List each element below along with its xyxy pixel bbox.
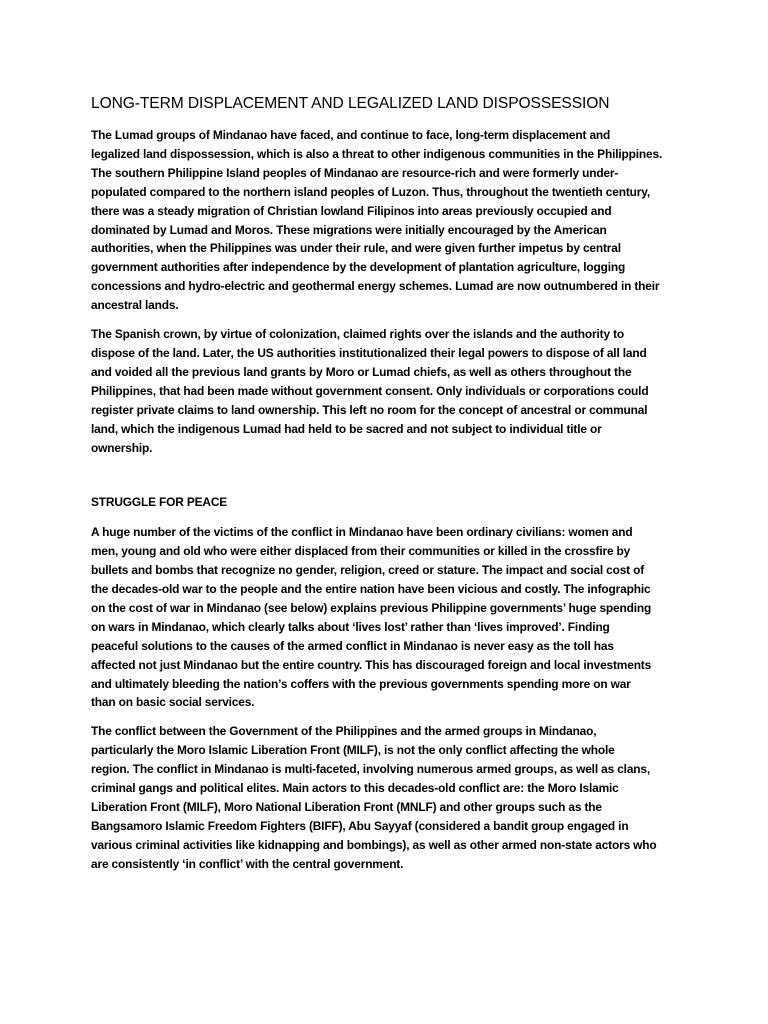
paragraph-line: The Lumad groups of Mindanao have faced, and continue to face, long-term displacement and (91, 128, 611, 142)
paragraph-line: authorities, when the Philippines was under their rule, and were given further impetus by central (91, 241, 621, 256)
paragraph-line: government authorities after independence by the development of plantation agriculture, logging (91, 260, 626, 275)
paragraph-line: dispose of the land. Later, the US authorities institutionalized their legal powers to dispose of all land (91, 345, 647, 360)
paragraph-line: The conflict between the Government of the Philippines and the armed groups in Mindanao, (91, 724, 597, 739)
paragraph-victims-of-conflict (91, 523, 691, 712)
paragraph-line: bullets and bombs that recognize no gender, religion, creed or stature. The impact and social cost of (91, 563, 645, 578)
paragraph-line: dominated by Lumad and Moros. These migrations were initially encouraged by the American (91, 222, 607, 237)
paragraph-line: A huge number of the victims of the conflict in Mindanao have been ordinary civilians: women and (91, 525, 633, 540)
paragraph-spanish-crown (91, 325, 691, 457)
paragraph-line: and voided all the previous land grants by Moro or Lumad chiefs, as well as others throughout the (91, 364, 632, 379)
paragraph-line: populated compared to the northern island peoples of Luzon. Thus, throughout the twentieth century, (91, 184, 650, 199)
document-body (91, 93, 691, 884)
paragraph-line: affected not just Mindanao but the entire country. This has discouraged foreign and local investments (91, 657, 652, 672)
paragraph-line: peaceful solutions to the causes of the armed conflict in Mindanao is never easy as the toll has (91, 638, 614, 653)
paragraph-line: The Spanish crown, by virtue of colonization, claimed rights over the islands and the authority to (91, 327, 625, 342)
paragraph-displacement (91, 126, 691, 315)
paragraph-line: ownership. (91, 440, 153, 455)
paragraph-line: men, young and old who were either displaced from their communities or killed in the crossfire by (91, 544, 631, 559)
paragraph-line: land, which the indigenous Lumad had held to be sacred and not subject to individual title or (91, 421, 602, 436)
paragraph-line: legalized land dispossession, which is also a threat to other indigenous communities in the Philippines. (91, 146, 663, 161)
paragraph-line: there was a steady migration of Christian lowland Filipinos into areas previously occupied and (91, 203, 612, 218)
paragraph-line: Liberation Front (MILF), Moro National Liberation Front (MNLF) and other groups such as the (91, 800, 602, 814)
paragraph-line: on the cost of war in Mindanao (see below) explains previous Philippine governments’ huge spending (91, 600, 652, 615)
paragraph-line: particularly the Moro Islamic Liberation Front (MILF), is not the only conflict affecting the whole (91, 743, 615, 758)
section-heading-struggle-for-peace: STRUGGLE FOR PEACE (91, 495, 228, 510)
paragraph-line: Bangsamoro Islamic Freedom Fighters (BIFF), Abu Sayyaf (considered a bandit group engaged in (91, 818, 629, 833)
paragraph-line: are consistently ‘in conflict’ with the central government. (91, 856, 404, 871)
paragraph-line: and ultimately bleeding the nation’s coffers with the previous governments spending more on war (91, 676, 631, 691)
document-title: LONG-TERM DISPLACEMENT AND LEGALIZED LAND DISPOSSESSION (91, 95, 610, 112)
paragraph-line: than on basic social services. (91, 695, 255, 710)
paragraph-line: on wars in Mindanao, which clearly talks about ‘lives lost’ rather than ‘lives improved’. Finding (91, 619, 610, 634)
paragraph-line: various criminal activities like kidnapping and bombings), as well as other armed non-state actors who (91, 837, 657, 852)
paragraph-line: concessions and hydro-electric and geothermal energy schemes. Lumad are now outnumbered in their (91, 279, 660, 294)
paragraph-line: Philippines, that had been made without government consent. Only individuals or corporations could (91, 383, 649, 398)
paragraph-armed-groups (91, 722, 691, 873)
paragraph-line: the decades-old war to the people and the entire nation have been vicious and costly. The infographic (91, 582, 651, 597)
paragraph-line: register private claims to land ownership. This left no room for the concept of ancestral or communal (91, 402, 648, 417)
paragraph-line: The southern Philippine Island peoples of Mindanao are resource-rich and were formerly under- (91, 165, 619, 180)
paragraph-line: ancestral lands. (91, 298, 179, 313)
paragraph-line: criminal gangs and political elites. Main actors to this decades-old conflict are: the Moro Islamic (91, 781, 619, 796)
paragraph-line: region. The conflict in Mindanao is multi-faceted, involving numerous armed groups, as well as clans, (91, 762, 651, 777)
